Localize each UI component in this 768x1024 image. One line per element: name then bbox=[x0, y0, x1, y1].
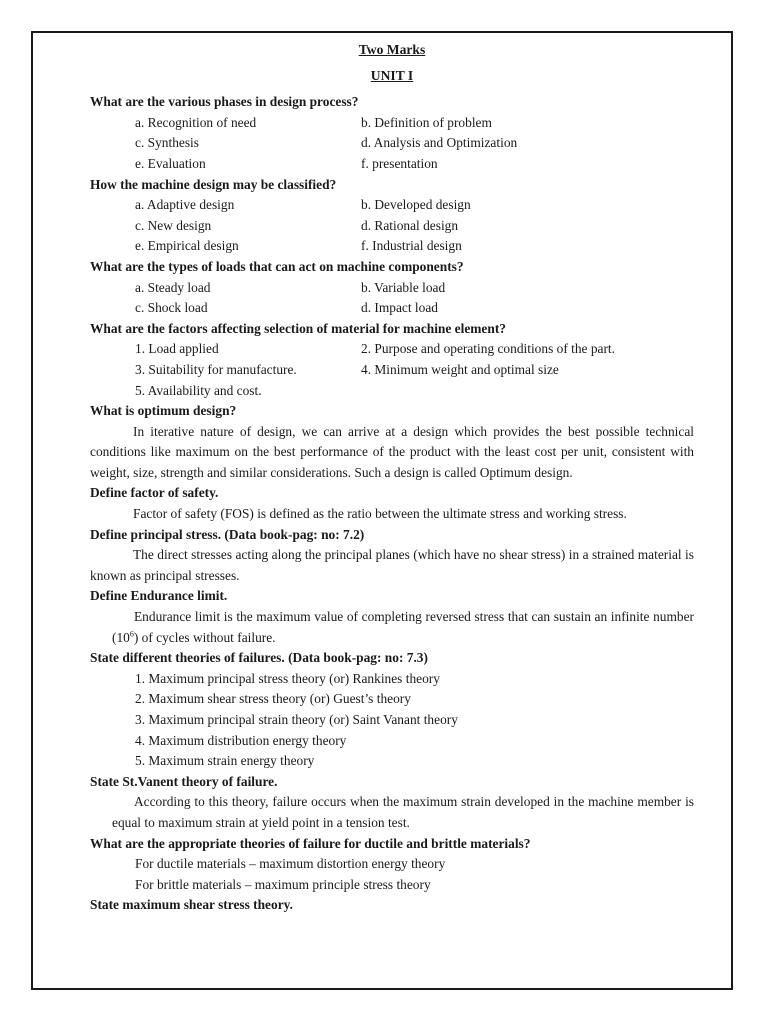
options-design-phases bbox=[90, 113, 694, 175]
list-item: 4. Maximum distribution energy theory bbox=[135, 732, 347, 748]
question-principal-stress: Define principal stress. (Data book-pag: no: 7.2) bbox=[90, 526, 365, 542]
option-item: c. New design bbox=[135, 217, 212, 233]
options-material-factors bbox=[90, 339, 694, 401]
question-material-factors: What are the factors affecting selection of material for machine element? bbox=[90, 320, 506, 336]
option-item: b. Developed design bbox=[361, 197, 471, 213]
option-item: f. Industrial design bbox=[361, 238, 462, 254]
superscript-exponent: 6 bbox=[129, 629, 134, 639]
option-item: c. Shock load bbox=[135, 300, 208, 316]
option-item: 3. Suitability for manufacture. bbox=[135, 361, 297, 377]
document-body bbox=[90, 40, 694, 916]
option-item: b. Variable load bbox=[361, 279, 446, 295]
options-design-classification bbox=[90, 195, 694, 257]
answer-factor-of-safety: Factor of safety (FOS) is defined as the ratio between the ultimate stress and working stress. bbox=[133, 506, 627, 522]
option-item: 1. Load applied bbox=[135, 341, 219, 357]
answer-optimum-design: In iterative nature of design, we can arrive at a design which provides the best possible technical conditions like maximum on the best performance of the product with the least cost per unit, consistent with weight, size, strength and similar considerations. Such a design is called Optimum design. bbox=[90, 423, 694, 480]
option-item: e. Evaluation bbox=[135, 155, 206, 171]
option-item: d. Rational design bbox=[361, 217, 459, 233]
question-st-venant-theory: State St.Vanent theory of failure. bbox=[90, 773, 278, 789]
option-item: e. Empirical design bbox=[135, 238, 239, 254]
question-design-phases: What are the various phases in design process? bbox=[90, 94, 359, 110]
answer-principal-stress: The direct stresses acting along the principal planes (which have no shear stress) in a strained material is known as principal stresses. bbox=[90, 547, 694, 583]
option-item: 5. Availability and cost. bbox=[135, 382, 262, 398]
option-item: 4. Minimum weight and optimal size bbox=[361, 361, 559, 377]
question-ductile-brittle: What are the appropriate theories of failure for ductile and brittle materials? bbox=[90, 835, 531, 851]
question-load-types: What are the types of loads that can act on machine components? bbox=[90, 258, 464, 274]
option-item: c. Synthesis bbox=[135, 135, 199, 151]
question-endurance-limit: Define Endurance limit. bbox=[90, 588, 228, 604]
option-item: a. Steady load bbox=[135, 279, 211, 295]
question-max-shear-stress: State maximum shear stress theory. bbox=[90, 897, 293, 913]
option-item: 2. Purpose and operating conditions of the part. bbox=[361, 341, 615, 357]
answer-text: ) of cycles without failure. bbox=[133, 629, 276, 645]
answer-text: Endurance limit is the maximum value of completing reversed stress that can sustain an infinite number (10 bbox=[112, 609, 694, 645]
list-item: 3. Maximum principal strain theory (or) Saint Vanant theory bbox=[135, 712, 458, 727]
answer-endurance-limit bbox=[90, 607, 694, 648]
question-failure-theories: State different theories of failures. (Data book-pag: no: 7.3) bbox=[90, 650, 428, 666]
option-item: b. Definition of problem bbox=[361, 114, 492, 130]
option-item: d. Analysis and Optimization bbox=[361, 135, 518, 151]
question-optimum-design: What is optimum design? bbox=[90, 403, 237, 419]
list-failure-theories bbox=[90, 669, 694, 772]
question-factor-of-safety: Define factor of safety. bbox=[90, 485, 219, 501]
list-item: 5. Maximum strain energy theory bbox=[135, 753, 315, 769]
page-title: Two Marks bbox=[358, 42, 426, 57]
answer-ductile: For ductile materials – maximum distortion energy theory bbox=[135, 856, 446, 872]
option-item: a. Adaptive design bbox=[135, 197, 235, 213]
list-item: 2. Maximum shear stress theory (or) Guest’s theory bbox=[135, 691, 411, 707]
option-item: a. Recognition of need bbox=[135, 114, 257, 130]
option-item: f. presentation bbox=[361, 155, 438, 171]
option-item: d. Impact load bbox=[361, 300, 438, 316]
answer-st-venant-theory: According to this theory, failure occurs when the maximum strain developed in the machine member is equal to maximum strain at yield point in a tension test. bbox=[112, 794, 694, 830]
answer-brittle: For brittle materials – maximum principle stress theory bbox=[135, 876, 431, 892]
options-load-types bbox=[90, 278, 694, 319]
list-item: 1. Maximum principal stress theory (or) Rankines theory bbox=[135, 670, 440, 686]
question-design-classification: How the machine design may be classified? bbox=[90, 176, 337, 192]
unit-heading: UNIT I bbox=[370, 67, 414, 83]
